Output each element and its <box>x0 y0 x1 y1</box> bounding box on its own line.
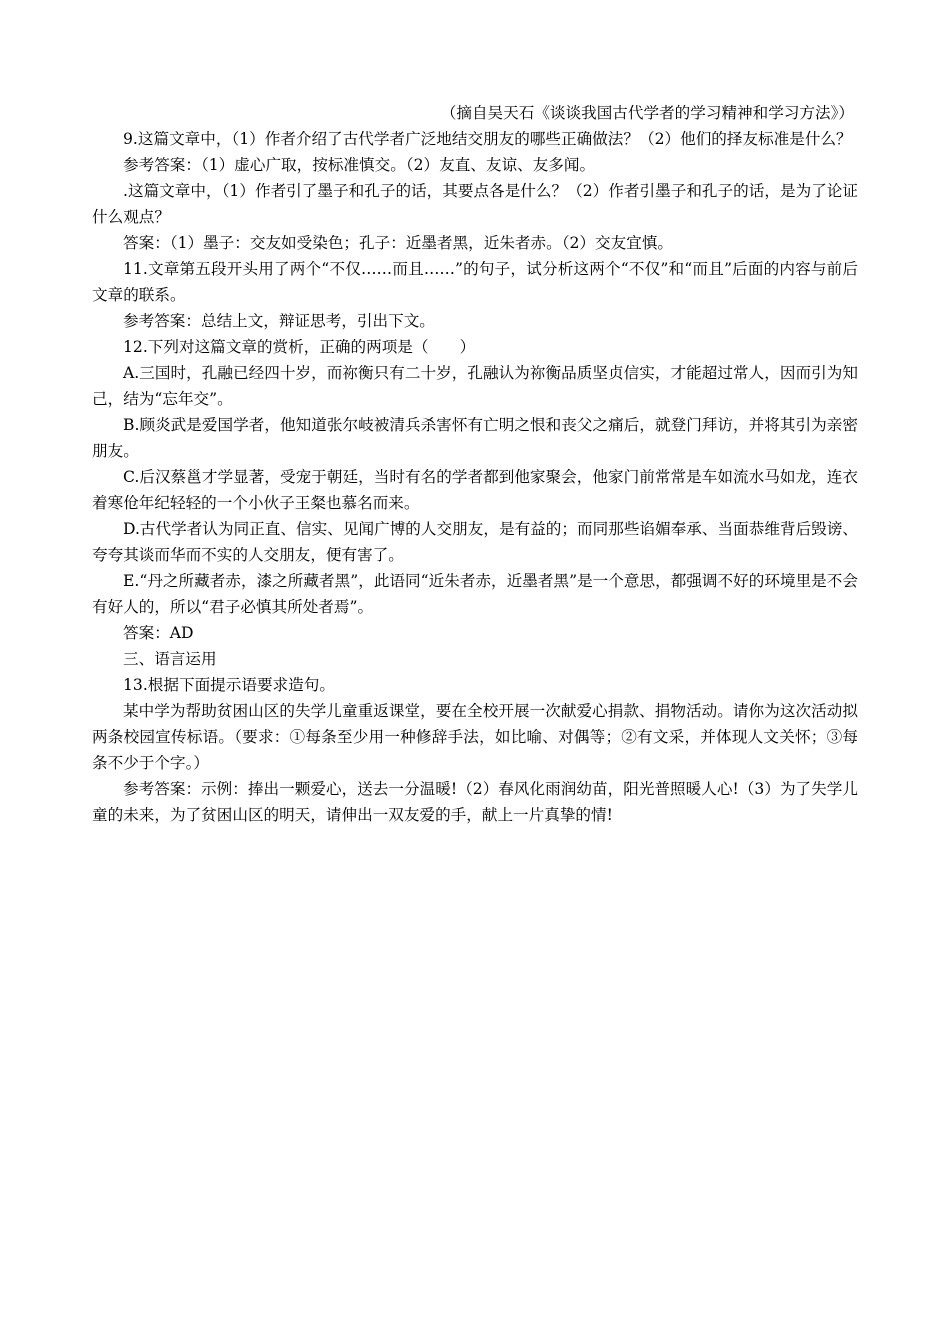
answer-11: 参考答案：总结上文，辩证思考，引出下文。 <box>123 312 435 330</box>
answer-9: 参考答案：（1）虚心广取，按标准慎交。（2）友直、友谅、友多闻。 <box>123 156 596 174</box>
option-e: E.“丹之所藏者赤，漆之所藏者黑”，此语同“近朱者赤，近墨者黑”是一个意思，都强调不好的环境里是不会有好人的，所以“君子必慎其所处者焉”。 <box>92 572 858 616</box>
document-page <box>92 100 858 828</box>
question-9: 9.这篇文章中，（1）作者介绍了古代学者广泛地结交朋友的哪些正确做法？（2）他们的择友标准是什么？ <box>123 130 852 148</box>
question-13-prompt: 某中学为帮助贫困山区的失学儿童重返课堂，要在全校开展一次献爱心捐款、捐物活动。请你为这次活动拟两条校园宣传标语。（要求：①每条至少用一种修辞手法，如比喻、对偶等；②有文采，并体现人文关怀；③每条不少于个字。） <box>92 702 858 772</box>
question-10: .这篇文章中，（1）作者引了墨子和孔子的话，其要点各是什么？（2）作者引墨子和孔子的话，是为了论证什么观点？ <box>92 182 858 226</box>
question-11: 11.文章第五段开头用了两个“不仅……而且……”的句子，试分析这两个“不仅”和“而且”后面的内容与前后文章的联系。 <box>92 260 858 304</box>
source-citation: （摘自吴天石《谈谈我国古代学者的学习精神和学习方法》） <box>440 104 854 122</box>
question-12: 12.下列对这篇文章的赏析，正确的两项是（ ） <box>123 338 476 356</box>
option-c: C.后汉蔡邕才学显著，受宠于朝廷，当时有名的学者都到他家聚会，他家门前常常是车如流水马如龙，连衣着寒伧年纪轻轻的一个小伙子王粲也慕名而来。 <box>92 468 858 512</box>
option-d: D.古代学者认为同正直、信实、见闻广博的人交朋友，是有益的；而同那些谄媚奉承、当面恭维背后毁谤、夸夸其谈而华而不实的人交朋友，便有害了。 <box>92 520 858 564</box>
answer-10: 答案：（1）墨子：交友如受染色；孔子：近墨者黑，近朱者赤。（2）交友宜慎。 <box>123 234 674 252</box>
question-13: 13.根据下面提示语要求造句。 <box>123 676 335 694</box>
answer-13: 参考答案：示例：捧出一颗爱心，送去一分温暖!（2）春风化雨润幼苗，阳光普照暖人心!（3）为了失学儿童的未来，为了贫困山区的明天，请伸出一双友爱的手，献上一片真挚的情! <box>92 780 858 824</box>
option-a: A.三国时，孔融已经四十岁，而祢衡只有二十岁，孔融认为祢衡品质坚贞信实，才能超过常人，因而引为知己，结为“忘年交”。 <box>92 364 858 408</box>
section-heading: 三、语言运用 <box>123 650 217 668</box>
option-b: B.顾炎武是爱国学者，他知道张尔岐被清兵杀害怀有亡明之恨和丧父之痛后，就登门拜访，并将其引为亲密朋友。 <box>92 416 858 460</box>
answer-12: 答案：AD <box>123 624 194 642</box>
